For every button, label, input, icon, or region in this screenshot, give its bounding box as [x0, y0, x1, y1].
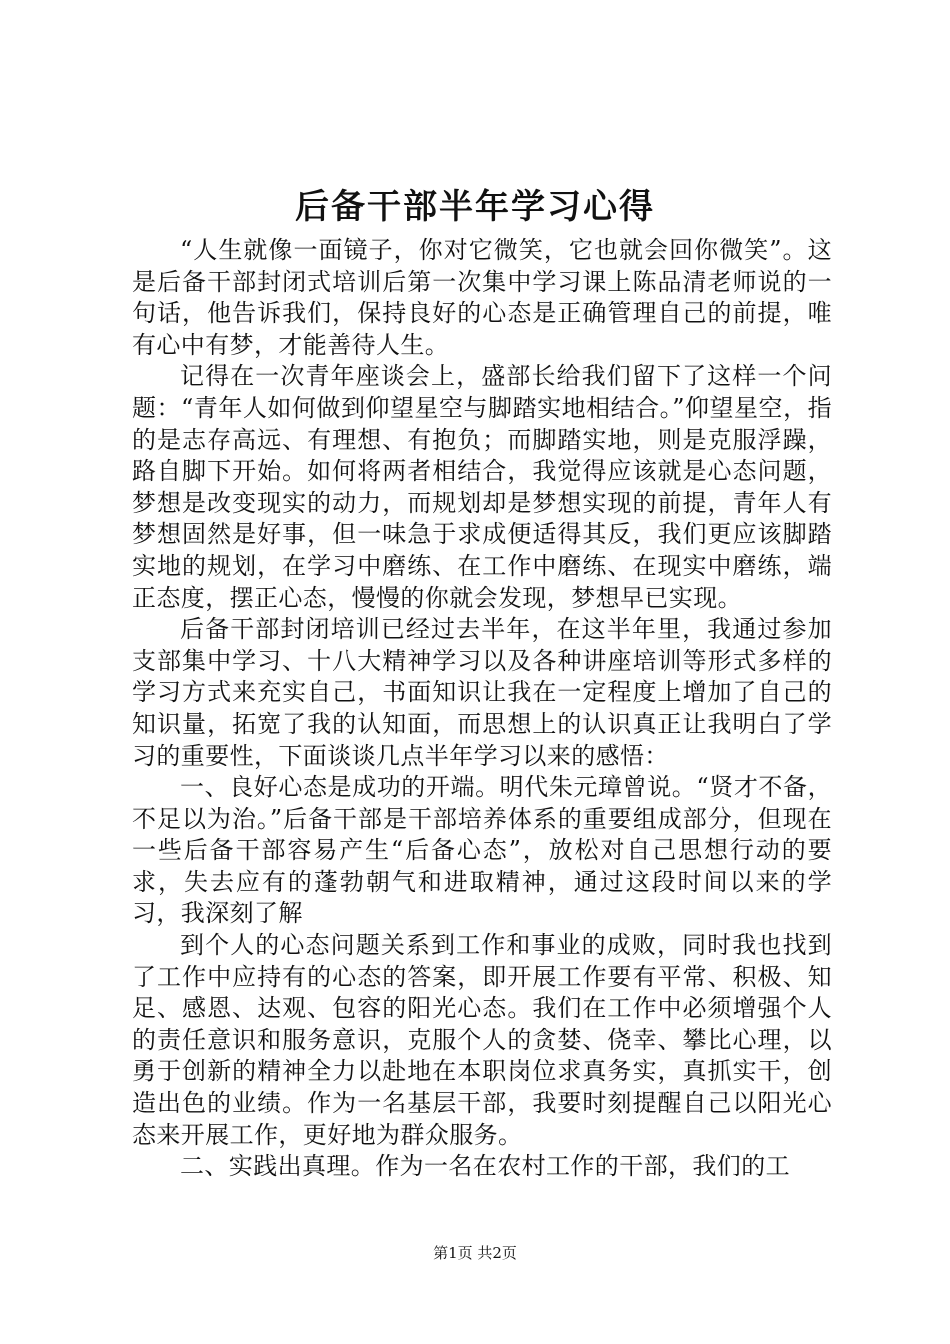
- paragraph-5: 到个人的心态问题关系到工作和事业的成败，同时我也找到了工作中应持有的心态的答案，即开展工作要有平常、积极、知足、感恩、达观、包容的阳光心态。我们在工作中必须增强个人的责任意识和服务意识，克服个人的贪婪、侥幸、攀比心理，以勇于创新的精神全力以赴地在本职岗位求真务实，真抓实干，创造出色的业绩。作为一名基层干部，我要时刻提醒自己以阳光心态来开展工作，更好地为群众服务。: [132, 931, 832, 1149]
- document-title: 后备干部半年学习心得: [295, 187, 655, 227]
- paragraph-1: “人生就像一面镜子，你对它微笑，它也就会回你微笑”。这是后备干部封闭式培训后第一次集中学习课上陈品清老师说的一句话，他告诉我们，保持良好的心态是正确管理自己的前提，唯有心中有梦，才能善待人生。: [132, 236, 832, 359]
- paragraph-4: 一、良好心态是成功的开端。明代朱元璋曾说。“贤才不备，不足以为治。”后备干部是干部培养体系的重要组成部分，但现在一些后备干部容易产生“后备心态”，放松对自己思想行动的要求，失去应有的蓬勃朝气和进取精神，通过这段时间以来的学习，我深刻了解: [132, 773, 832, 928]
- document-body: [132, 235, 832, 1183]
- paragraph-3: 后备干部封闭培训已经过去半年，在这半年里，我通过参加支部集中学习、十八大精神学习以及各种讲座培训等形式多样的学习方式来充实自己，书面知识让我在一定程度上增加了自己的知识量，拓宽了我的认知面，而思想上的认识真正让我明白了学习的重要性，下面谈谈几点半年学习以来的感悟：: [132, 615, 832, 770]
- paragraph-6: 二、实践出真理。作为一名在农村工作的干部，我们的工: [180, 1152, 790, 1181]
- paragraph-2: 记得在一次青年座谈会上，盛部长给我们留下了这样一个问题：“青年人如何做到仰望星空与脚踏实地相结合。”仰望星空，指的是志存高远、有理想、有抱负；而脚踏实地，则是克服浮躁，路自脚下开始。如何将两者相结合，我觉得应该就是心态问题，梦想是改变现实的动力，而规划却是梦想实现的前提，青年人有梦想固然是好事，但一味急于求成便适得其反，我们更应该脚踏实地的规划，在学习中磨练、在工作中磨练、在现实中磨练，端正态度，摆正心态，慢慢的你就会发现，梦想早已实现。: [132, 362, 832, 612]
- page-footer: 第1页 共2页: [433, 1244, 517, 1262]
